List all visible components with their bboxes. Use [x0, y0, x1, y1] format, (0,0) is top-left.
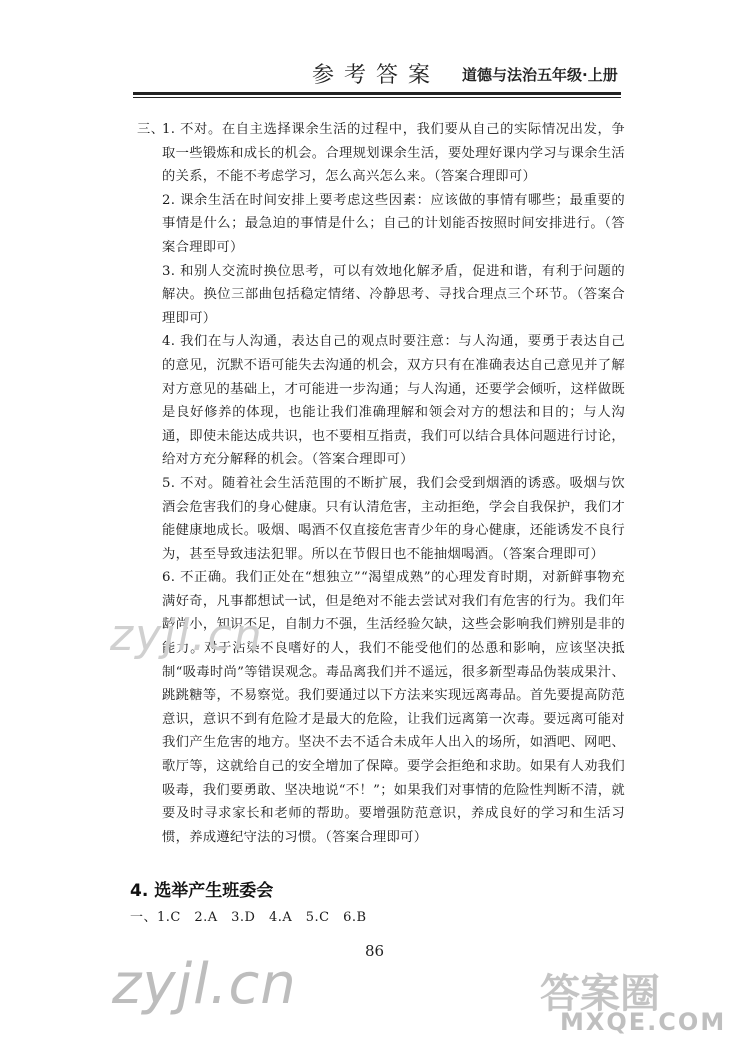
section-four-answers: 一、1.C 2.A 3.D 4.A 5.C 6.B: [130, 910, 367, 925]
answer-item: [162, 330, 625, 472]
answer-item: [162, 260, 625, 331]
answer-text: 5. 不对。随着社会生活范围的不断扩展，我们会受到烟酒的诱惑。吸烟与饮酒会危害我们的身心健康。只有认清危害，主动拒绝，学会自我保护，我们才能健康地成长。吸烟、喝酒不仅直接危害青少年的身心健康，还能诱发不良行为，甚至导致违法犯罪。所以在节假日也不能抽烟喝酒。（答案合理即可）: [162, 475, 625, 562]
header-rule-thick: [133, 92, 621, 95]
answer-text: 6. 不正确。我们正处在“想独立”“渴望成熟”的心理发育时期，对新鲜事物充满好奇，凡事都想试一试，但是绝对不能去尝试对我们有危害的行为。我们年龄尚小，知识不足，自制力不强，生活经验欠缺，这些会影响我们辨别是非的能力。对于沾染不良嗜好的人，我们不能受他们的怂恿和影响，应该坚决抵制“吸毒时尚”等错误观念。毒品离我们并不遥远，很多新型毒品伪装成果汁、跳跳糖等，不易察觉。我们要通过以下方法来实现远离毒品。首先要提高防范意识，意识不到有危险才是最大的危险，让我们远离第一次毒。要远离可能对我们产生危害的地方。坚决不去不适合未成年人出入的场所，如酒吧、网吧、歌厅等，这就给自己的安全增加了保障。要学会拒绝和求助。如果有人劝我们吸毒，我们要勇敢、坚决地说“不！”；如果我们对事情的危险性判断不清，就要及时寻求家长和老师的帮助。要增强防范意识，养成良好的学习和生活习惯，养成遵纪守法的习惯。（答案合理即可）: [162, 570, 625, 845]
watermark-site: MXQE.COM: [560, 1008, 727, 1036]
header-title: 参考答案: [312, 63, 441, 88]
watermark-logo: 答案圈: [540, 971, 660, 1017]
answer-item: [137, 118, 625, 189]
section-three-answers: [0, 118, 752, 849]
answer-item: [162, 566, 625, 849]
answer-text: 4. 我们在与人沟通，表达自己的观点时要注意：与人沟通，要勇于表达自己的意见，沉默不语可能失去沟通的机会，双方只有在准确表达自己意见并了解对方意见的基础上，才可能进一步沟通；与人沟通，还要学会倾听，这样做既是良好修养的体现，也能让我们准确理解和领会对方的想法和目的；与人沟通，即使未能达成共识，也不要相互指责，我们可以结合具体问题进行讨论，给对方充分解释的机会。（答案合理即可）: [162, 334, 625, 468]
section-four-title: 4. 选举产生班委会: [130, 881, 274, 901]
header-rule-thin: [133, 97, 621, 98]
answer-item: [162, 189, 625, 260]
header-subtitle: 道德与法治五年级·上册: [462, 66, 618, 84]
page-number: 86: [365, 942, 385, 960]
section-prefix: 三、: [137, 122, 165, 137]
watermark-bottom: zyjl.cn: [112, 952, 297, 1017]
page-header: [0, 0, 752, 100]
answer-text: 3. 和别人交流时换位思考，可以有效地化解矛盾，促进和谐，有利于问题的解决。换位三部曲包括稳定情绪、冷静思考、寻找合理点三个环节。（答案合理即可）: [162, 263, 625, 326]
answer-item: [162, 472, 625, 566]
answer-text: 1. 不对。在自主选择课余生活的过程中，我们要从自己的实际情况出发，争取一些锻炼和成长的机会。合理规划课余生活，要处理好课内学习与课余生活的关系，不能不考虑学习，怎么高兴怎么来。（答案合理即可）: [162, 122, 625, 185]
watermark-mid: zyjl.cn: [110, 610, 264, 661]
answer-text: 2. 课余生活在时间安排上要考虑这些因素：应该做的事情有哪些；最重要的事情是什么；最急迫的事情是什么；自己的计划能否按照时间安排进行。（答案合理即可）: [162, 192, 625, 255]
